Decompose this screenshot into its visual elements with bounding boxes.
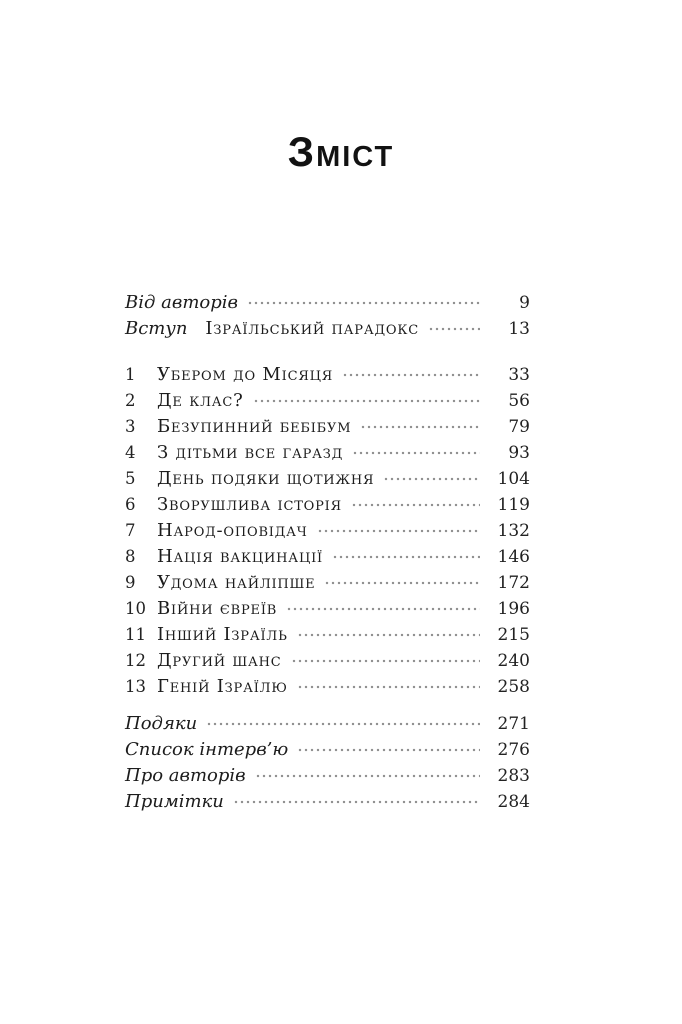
chapter-title: Безупинний бебібум <box>157 416 352 437</box>
page-number: 283 <box>497 766 530 786</box>
page-number: 104 <box>497 469 530 489</box>
toc-chapter-row <box>125 596 530 622</box>
table-of-contents <box>125 290 530 815</box>
chapter-title: З дітьми все гаразд <box>157 442 344 463</box>
chapter-number: 3 <box>125 417 136 436</box>
chapter-number: 5 <box>125 469 136 488</box>
chapter-number: 9 <box>125 573 136 592</box>
toc-entry-subtitle: Ізраїльський парадокс <box>205 318 419 339</box>
dot-leader <box>332 544 480 570</box>
toc-back-row <box>125 789 530 815</box>
chapter-number: 6 <box>125 495 136 514</box>
chapter-title: Зворушлива історія <box>157 494 342 515</box>
toc-entry-label: Вступ <box>125 318 188 339</box>
dot-leader <box>317 518 480 544</box>
chapter-title: Народ-оповідач <box>157 520 308 541</box>
toc-back-row <box>125 711 530 737</box>
page-number: 258 <box>497 677 530 697</box>
chapter-number: 2 <box>125 391 136 410</box>
chapter-title: Нація вакцинації <box>157 546 323 567</box>
dot-leader <box>428 316 480 342</box>
toc-chapter-row <box>125 440 530 466</box>
toc-chapter-row <box>125 492 530 518</box>
toc-chapter-row <box>125 570 530 596</box>
toc-back-row <box>125 737 530 763</box>
chapter-number: 13 <box>125 677 146 696</box>
toc-entry-label: Про авторів <box>125 765 246 786</box>
page-number: 79 <box>508 417 530 437</box>
page-number: 271 <box>497 714 530 734</box>
toc-chapter-row <box>125 466 530 492</box>
chapter-title: День подяки щотижня <box>157 468 375 489</box>
dot-leader <box>352 440 480 466</box>
toc-entry-label: Список інтерв’ю <box>125 739 289 760</box>
page-number: 56 <box>508 391 530 411</box>
toc-chapter-row <box>125 388 530 414</box>
page-number: 284 <box>497 792 530 812</box>
chapter-title: Геній Ізраїлю <box>157 676 288 697</box>
chapter-title: Другий шанс <box>157 650 282 671</box>
toc-chapter-row <box>125 622 530 648</box>
chapter-title: Війни євреїв <box>157 598 278 619</box>
chapter-number: 1 <box>125 365 136 384</box>
dot-leader <box>383 466 480 492</box>
toc-chapter-row <box>125 362 530 388</box>
chapter-title: Убером до Місяця <box>157 364 334 385</box>
dot-leader <box>255 763 480 789</box>
toc-chapter-row <box>125 414 530 440</box>
toc-front-row <box>125 316 530 342</box>
dot-leader <box>247 290 480 316</box>
toc-chapter-row <box>125 648 530 674</box>
toc-entry-label: Подяки <box>125 713 198 734</box>
chapter-title: Де клас? <box>157 390 244 411</box>
page-number: 276 <box>497 740 530 760</box>
page-number: 119 <box>497 495 530 515</box>
dot-leader <box>297 622 480 648</box>
page-title: Зміст <box>287 128 395 175</box>
page-number: 196 <box>497 599 530 619</box>
chapter-number: 4 <box>125 443 136 462</box>
page-number: 146 <box>497 547 530 567</box>
page-number: 93 <box>508 443 530 463</box>
toc-chapter-row <box>125 544 530 570</box>
chapter-number: 8 <box>125 547 136 566</box>
dot-leader <box>360 414 480 440</box>
chapter-number: 12 <box>125 651 146 670</box>
dot-leader <box>297 737 480 763</box>
chapter-title: Удома найліпше <box>157 572 316 593</box>
page-number: 33 <box>508 365 530 385</box>
dot-leader <box>233 789 480 815</box>
toc-entry-label: Примітки <box>125 791 224 812</box>
dot-leader <box>206 711 480 737</box>
chapter-title: Інший Ізраїль <box>157 624 288 645</box>
dot-leader <box>351 492 480 518</box>
chapter-number: 10 <box>125 599 146 618</box>
page-number: 13 <box>508 319 530 339</box>
toc-chapter-row <box>125 518 530 544</box>
dot-leader <box>324 570 480 596</box>
toc-chapter-row <box>125 674 530 700</box>
dot-leader <box>297 674 480 700</box>
section-gap <box>125 700 530 711</box>
chapter-number: 11 <box>125 625 146 644</box>
toc-back-row <box>125 763 530 789</box>
toc-entry-label: Від авторів <box>125 292 238 313</box>
chapter-number: 7 <box>125 521 136 540</box>
dot-leader <box>286 596 480 622</box>
page-number: 172 <box>497 573 530 593</box>
page-number: 9 <box>519 293 530 313</box>
dot-leader <box>291 648 480 674</box>
dot-leader <box>253 388 480 414</box>
page-number: 215 <box>497 625 530 645</box>
toc-front-row <box>125 290 530 316</box>
page-number: 240 <box>497 651 530 671</box>
page-number: 132 <box>497 521 530 541</box>
section-gap <box>125 342 530 362</box>
dot-leader <box>342 362 480 388</box>
